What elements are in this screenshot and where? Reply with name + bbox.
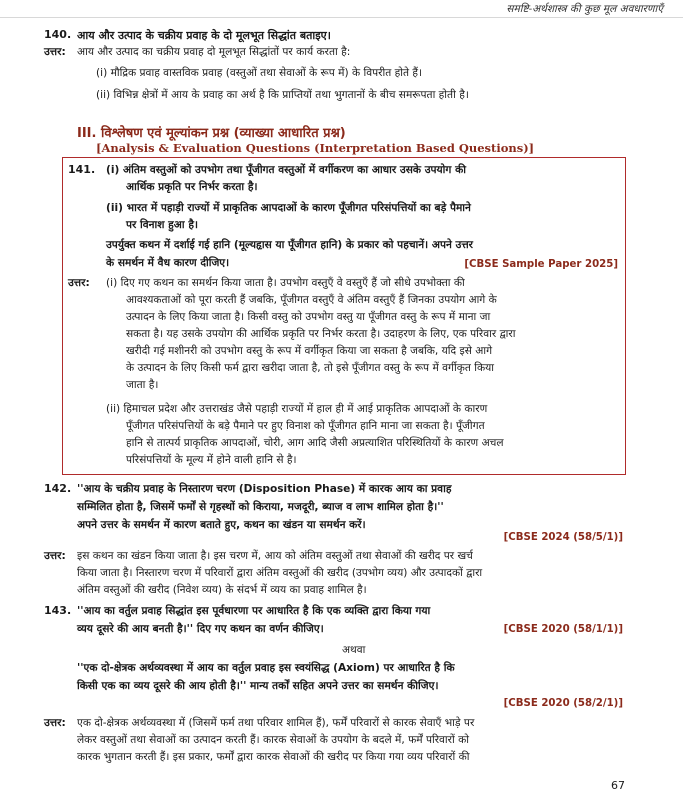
q143-alt-question-a: ''एक दो-क्षेत्रक अर्थव्यवस्था में आय का वर्तुल प्रवाह इस स्वयंसिद्ध (Axiom) पर आधारित है कि — [77, 662, 455, 674]
or-divider: अथवा — [342, 644, 366, 656]
q141-answer-2-line: परिसंपत्तियों के मूल्य में होने वाली हानि से है। — [126, 454, 297, 466]
section-title: III. विश्लेषण एवं मूल्यांकन प्रश्न (व्याख्या आधारित प्रश्न) — [77, 126, 346, 141]
q140-point-1: (i) मौद्रिक प्रवाह वास्तविक प्रवाह (वस्तुओं तथा सेवाओं के रूप में) के विपरीत होते हैं। — [96, 67, 423, 79]
q141-statement-2b: पर विनाश हुआ है। — [126, 219, 198, 231]
q141-answer-2-line: हानि से तात्पर्य प्राकृतिक आपदाओं, चोरी, आग आदि जैसी अप्रत्याशित परिस्थितियों के कारण अचल — [126, 437, 504, 449]
q140-question: आय और उत्पाद के चक्रीय प्रवाह के दो मूलभूत सिद्धांत बताइए। — [77, 29, 331, 42]
q141-answer-1-line: खरीदी गई मशीनरी को उपभोग वस्तु के रूप में वर्गीकृत किया जा सकता है जबकि, यदि इसे आगे — [126, 345, 493, 357]
q141-answer-label: उत्तर: — [68, 277, 90, 289]
q143-answer-line: कारक भुगतान करती हैं। इस प्रकार, फर्मों द्वारा कारक सेवाओं की खरीद पर किया गया व्यय परिवारों की — [77, 751, 470, 763]
q141-answer-1-line: (i) दिए गए कथन का समर्थन किया जाता है। उपभोग वस्तुएँ वे वस्तुएँ हैं जो सीधे उपभोक्ता की — [106, 277, 465, 289]
q143-source-tag-1: [CBSE 2020 (58/1/1)] — [503, 624, 623, 635]
q142-question-line: ''आय के चक्रीय प्रवाह के निस्तारण चरण (Disposition Phase) में कारक आय का प्रवाह — [77, 483, 452, 495]
q142-answer-line: अंतिम वस्तुओं की खरीद (निवेश व्यय) के संदर्भ में व्यय का प्रवाह शामिल है। — [77, 584, 367, 596]
q143-answer-line: एक दो-क्षेत्रक अर्थव्यवस्था में (जिसमें फर्म तथा परिवार शामिल हैं), फर्में परिवारों से कारक सेवाएँ भाड़े पर — [77, 717, 475, 729]
q142-answer-label: उत्तर: — [44, 550, 66, 562]
q143-question-a: ''आय का वर्तुल प्रवाह सिद्धांत इस पूर्वधारणा पर आधारित है कि एक व्यक्ति द्वारा किया गया — [77, 605, 431, 617]
q141-question-a: उपर्युक्त कथन में दर्शाई गई हानि (मूल्यहृास या पूँजीगत हानि) के प्रकार को पहचानें। अपने उत्तर — [106, 239, 474, 251]
q141-source-tag: [CBSE Sample Paper 2025] — [464, 259, 618, 270]
q142-question-line: अपने उत्तर के समर्थन में कारण बताते हुए, कथन का खंडन या समर्थन करें। — [77, 519, 366, 531]
q140-answer-intro: आय और उत्पाद का चक्रीय प्रवाह दो मूलभूत सिद्धांतों पर कार्य करता है: — [77, 46, 351, 58]
q141-statement-1b: आर्थिक प्रकृति पर निर्भर करता है। — [126, 181, 258, 193]
q142-answer-line: किया जाता है। निस्तारण चरण में परिवारों द्वारा अंतिम वस्तुओं की खरीद (उपभोग व्यय) और उत्पादकों द्वारा — [77, 567, 483, 579]
q141-statement-2a: (ii) भारत में पहाड़ी राज्यों में प्राकृतिक आपदाओं के कारण पूँजीगत परिसंपत्तियों का बड़े पैमाने — [106, 202, 471, 214]
q141-answer-1-line: के उत्पादन के लिए किसी फर्म द्वारा खरीदा जाता है, तो इसे पूँजीगत वस्तु के रूप में वर्गीकृत किया — [126, 362, 495, 374]
q140-answer-label: उत्तर: — [44, 46, 66, 58]
q143-answer-label: उत्तर: — [44, 717, 66, 729]
q142-question-line: सम्मिलित होता है, जिसमें फर्मों से गृहस्थों को किराया, मजदूरी, ब्याज व लाभ शामिल होता है।'' — [77, 501, 444, 513]
q143-source-tag-2: [CBSE 2020 (58/2/1)] — [503, 698, 623, 709]
q141-answer-1-line: जाता है। — [126, 379, 159, 391]
q143-number: 143. — [44, 604, 72, 617]
q142-number: 142. — [44, 482, 72, 495]
q143-answer-line: लेकर वस्तुओं तथा सेवाओं का उत्पादन करती हैं। कारक सेवाओं के उपयोग के बदले में, फर्में परिवारों को — [77, 734, 469, 746]
q141-answer-1-line: उत्पादन के लिए किया जाता है। किसी वस्तु को उपभोग वस्तु या पूँजीगत वस्तु के रूप में माना जा — [126, 311, 491, 323]
q142-answer-line: इस कथन का खंडन किया जाता है। इस चरण में, आय को अंतिम वस्तुओं तथा सेवाओं की खरीद पर खर्च — [77, 550, 473, 562]
q142-source-tag: [CBSE 2024 (58/5/1)] — [503, 532, 623, 543]
running-head: समष्टि-अर्थशास्त्र की कुछ मूल अवधारणाएँ — [506, 3, 663, 15]
q141-answer-2-line: (ii) हिमाचल प्रदेश और उत्तराखंड जैसे पहाड़ी राज्यों में हाल ही में आई प्राकृतिक आपदाओं के कारण — [106, 403, 488, 415]
q140-point-2: (ii) विभिन्न क्षेत्रों में आय के प्रवाह का अर्थ है कि प्राप्तियों तथा भुगतानों के बीच समरूपता होती है। — [96, 89, 469, 101]
page-number: 67 — [611, 779, 625, 792]
q141-question-b: के समर्थन में वैध कारण दीजिए। — [106, 257, 230, 269]
q141-statement-1a: (i) अंतिम वस्तुओं को उपभोग तथा पूँजीगत वस्तुओं में वर्गीकरण का आधार उसके उपयोग की — [106, 164, 466, 176]
header-divider — [0, 17, 683, 18]
q143-question-b: व्यय दूसरे की आय बनती है।'' दिए गए कथन का वर्णन कीजिए। — [77, 623, 324, 635]
q141-answer-1-line: सकता है। यह उसके उपयोग की आर्थिक प्रकृति पर निर्भर करता है। उदाहरण के लिए, एक परिवार द्वारा — [126, 328, 516, 340]
q141-answer-1-line: आवश्यकताओं को पूरा करती हैं जबकि, पूँजीगत वस्तुएँ वे अंतिम वस्तुएँ हैं जिनका उपयोग आगे के — [126, 294, 497, 306]
q141-number: 141. — [68, 163, 96, 176]
q141-answer-2-line: पूँजीगत परिसंपत्तियों के बड़े पैमाने पर हुए विनाश को पूँजीगत हानि माना जा सकता है। पूँजीगत — [126, 420, 485, 432]
section-subtitle: [Analysis & Evaluation Questions (Interpretation Based Questions)] — [96, 141, 535, 155]
q143-alt-question-b: किसी एक का व्यय दूसरे की आय होती है।'' मान्य तर्कों सहित अपने उत्तर का समर्थन कीजिए। — [77, 680, 439, 692]
q140-number: 140. — [44, 28, 72, 41]
